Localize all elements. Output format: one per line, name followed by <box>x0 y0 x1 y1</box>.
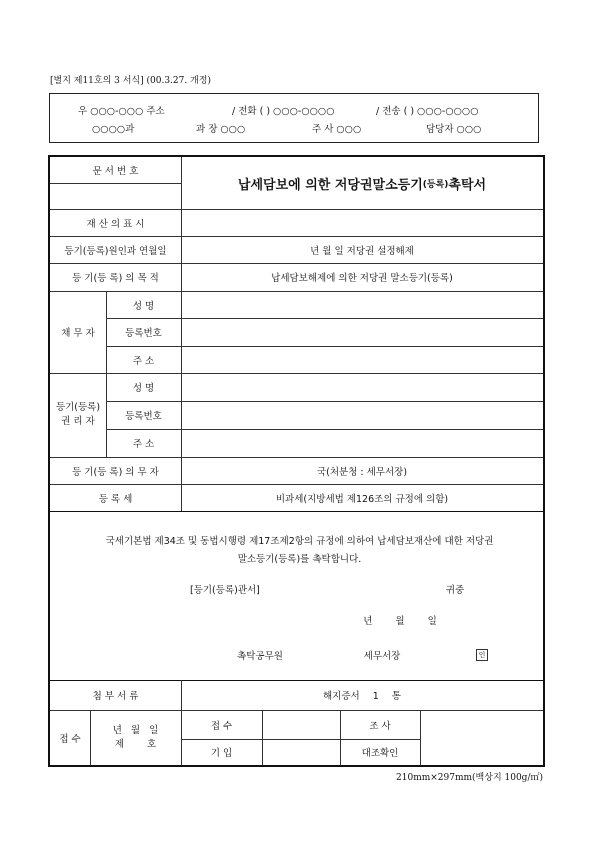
registration-cause-value: 년 월 일 저당권 설정해제 <box>310 245 414 257</box>
statement-line-1: 국세기본법 제34조 및 동법시행령 제17조제2항의 규정에 의하여 납세담보재산에 대한 저당권 <box>105 536 494 547</box>
registration-purpose-label: 등 기(등 록) 의 목 적 <box>72 273 159 284</box>
receipt-date-label: 년 월 일 <box>112 724 159 736</box>
document-number-label: 문 서 번 호 <box>92 166 139 177</box>
obligor-value: 국(처분청 : 세무서장) <box>316 466 408 478</box>
postal-address: 우 ○○○-○○○ 주소 <box>78 106 165 117</box>
cross-check-label: 대조확인 <box>361 748 399 759</box>
form-identifier: [별지 제11호의 3 서식] (00.3.27. 개정) <box>50 76 211 86</box>
fax-number: / 전송 ( ) ○○○-○○○○ <box>376 106 479 117</box>
attachments-value: 해지증서 1 통 <box>323 691 401 702</box>
receipt-label: 접 수 <box>59 733 81 745</box>
paper-specification: 210mm×297mm(백상지 100g/㎡) <box>396 773 543 783</box>
commissioning-official-label: 촉탁공무원 <box>237 651 283 662</box>
received-value <box>262 710 340 739</box>
property-description-label: 재 산 의 표 시 <box>86 218 145 230</box>
right-holder-label-line2: 권 리 자 <box>61 416 95 427</box>
holder-address-label: 주 소 <box>132 439 155 450</box>
entry-value <box>262 739 340 765</box>
debtor-label: 채 무 자 <box>61 328 95 339</box>
seal-icon: 인 <box>476 649 488 661</box>
receipt-number-label: 제 호 <box>114 738 157 750</box>
statement-line-2: 말소등기(등록)를 촉탁합니다. <box>237 554 362 565</box>
honorific: 귀중 <box>445 585 465 596</box>
entry-label: 기 입 <box>210 748 233 759</box>
section-chief: 과 장 ○○○ <box>196 124 246 135</box>
department: ○○○○과 <box>92 124 135 135</box>
form-title <box>181 157 543 209</box>
review-value <box>420 710 543 765</box>
obligor-label: 등 기(등 록) 의 무 자 <box>72 466 159 478</box>
right-holder-label-line1: 등기(등록) <box>55 402 101 413</box>
officer-in-charge: 담당자 ○○○ <box>426 124 482 135</box>
form-title-main: 납세담보에 의한 저당권말소등기 <box>237 177 423 193</box>
tax-office-head: 세무서장 <box>363 651 401 662</box>
received-label: 접 수 <box>210 720 233 732</box>
registration-cause-label: 등기(등록)원인과 연월일 <box>64 245 167 257</box>
document-number-value <box>50 183 181 209</box>
registration-tax-label: 등 록 세 <box>98 493 133 505</box>
registration-purpose-value: 납세담보해제에 의한 저당권 말소등기(등록) <box>271 273 453 284</box>
commission-date: 년 월 일 <box>363 616 437 627</box>
holder-name-label: 성 명 <box>132 383 155 394</box>
registration-tax-value: 비과세(지방세법 제126조의 규정에 의함) <box>275 493 449 505</box>
survey-label: 조 사 <box>369 720 391 732</box>
commission-form <box>48 155 545 767</box>
phone-number: / 전화 ( ) ○○○-○○○○ <box>232 106 335 117</box>
debtor-reg-no-label: 등록번호 <box>125 328 162 339</box>
issuer-address-box <box>49 93 539 143</box>
receipt-date-number <box>90 710 181 765</box>
form-title-end: 촉탁서 <box>448 177 487 193</box>
debtor-name-label: 성 명 <box>132 300 155 312</box>
commission-statement <box>72 533 527 569</box>
deputy: 주 사 ○○○ <box>312 124 362 135</box>
registry-office-label: [등기(등록)관서] <box>190 585 260 596</box>
right-holder-label <box>50 373 106 457</box>
property-description-value <box>181 209 543 236</box>
seal-mark <box>474 647 490 663</box>
attachments-label: 첨 부 서 류 <box>92 691 139 702</box>
holder-reg-no-label: 등록번호 <box>125 411 162 422</box>
debtor-address-label: 주 소 <box>132 355 155 367</box>
form-title-small: (등록) <box>422 179 449 190</box>
